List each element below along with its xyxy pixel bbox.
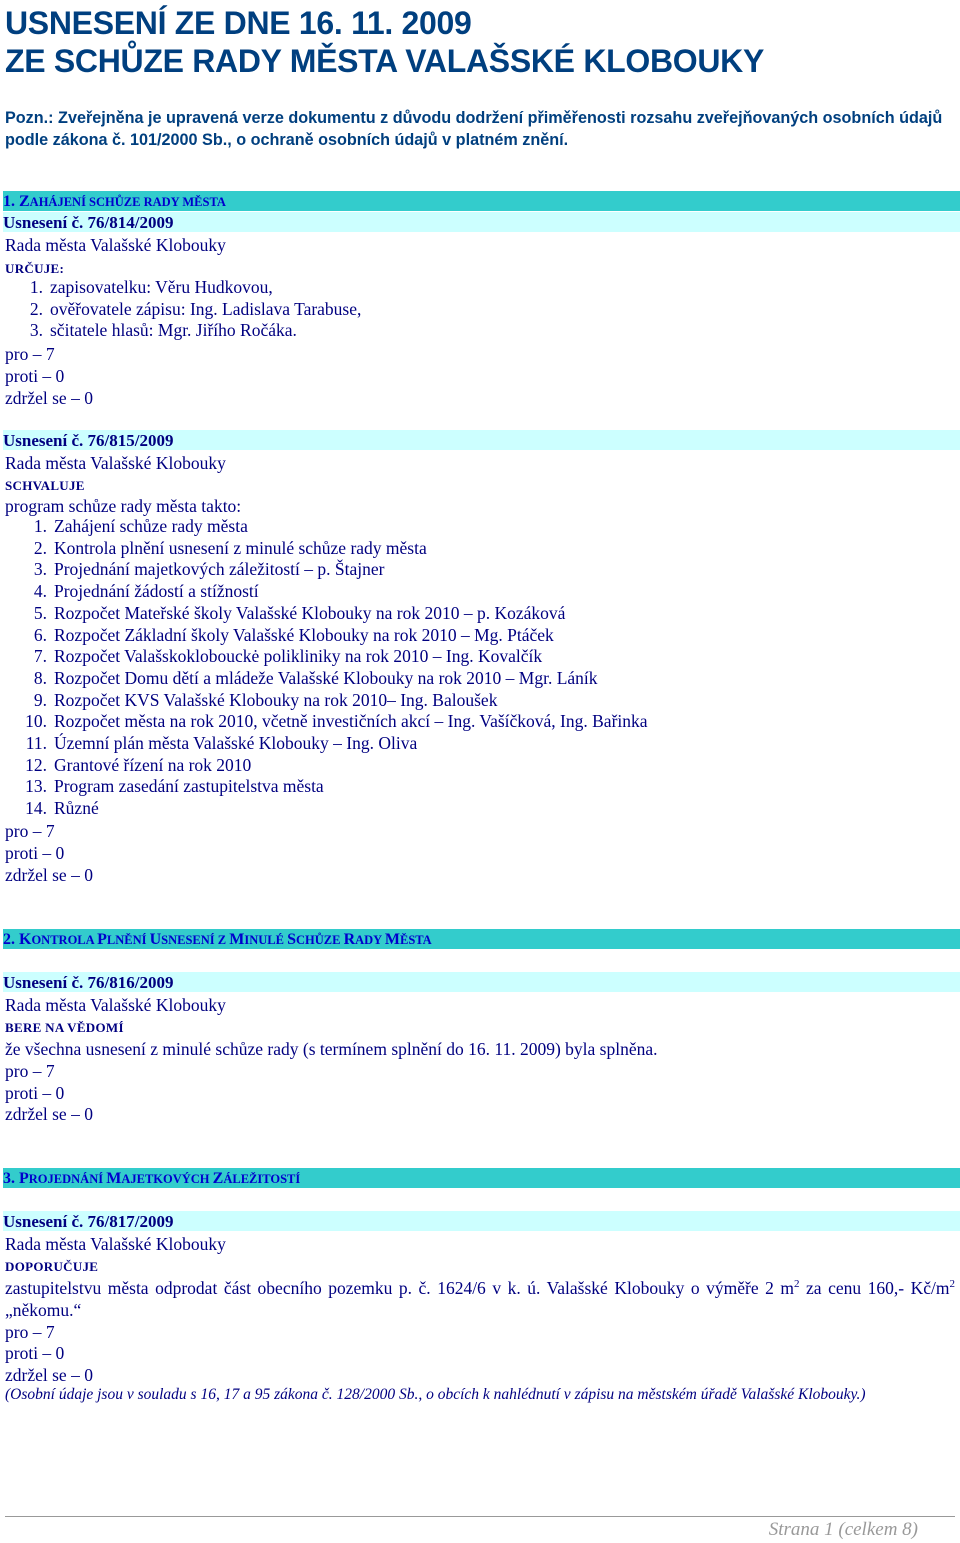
document-title: [5, 4, 764, 80]
list-item: 9. Rozpočet KVS Valašské Klobouky na rok 2010– Ing. Baloušek: [33, 689, 498, 710]
resolution-verb: BERE NA VĚDOMÍ: [5, 1020, 124, 1035]
vote-for: pro – 7: [5, 344, 55, 364]
list-item: 14. Různé: [25, 798, 99, 819]
vote-abstain: zdržel se – 0: [5, 865, 93, 885]
resolution-text: že všechna usnesení z minulé schůze rady (s termínem splnění do 16. 11. 2009) byla splněna.: [5, 1039, 658, 1059]
vote-for: pro – 7: [5, 1322, 55, 1342]
list-item: 13. Program zasedání zastupitelstva města: [25, 776, 324, 797]
resolution-verb: DOPORUČUJE: [5, 1259, 99, 1274]
list-item: 5. Rozpočet Mateřské školy Valašské Klobouky na rok 2010 – p. Kozáková: [33, 602, 566, 623]
council-name: Rada města Valašské Klobouky: [5, 235, 226, 255]
vote-against: proti – 0: [5, 1083, 65, 1103]
list-item: 2. ověřovatele zápisu: Ing. Ladislava Tarabuse,: [29, 298, 362, 319]
list-item: 2. Kontrola plnění usnesení z minulé schůze rady města: [33, 537, 427, 558]
list-item: 3. sčitatele hlasů: Mgr. Jiřího Ročáka.: [29, 320, 297, 341]
title-line-2: ZE SCHŮZE RADY MĚSTA VALAŠSKÉ KLOBOUKY: [5, 43, 765, 79]
privacy-disclaimer: (Osobní údaje jsou v souladu s 16, 17 a 95 zákona č. 128/2000 Sb., o obcích k nahlédnutí v zápisu na městském úřadě Valašské Klobouky.): [5, 1386, 866, 1403]
section-3-header: 3. PROJEDNÁNÍ MAJETKOVÝCH ZÁLEŽITOSTÍ: [3, 1168, 960, 1188]
section-2-header: 2. KONTROLA PLNĚNÍ USNESENÍ Z MINULÉ SCHŮZE RADY MĚSTA: [3, 929, 960, 949]
vote-abstain: zdržel se – 0: [5, 1104, 93, 1124]
list-item: 12. Grantové řízení na rok 2010: [25, 754, 252, 775]
agenda-list: [5, 516, 648, 820]
program-intro: program schůze rady města takto:: [5, 496, 242, 516]
list-item: 1. zapisovatelku: Věru Hudkovou,: [29, 277, 273, 297]
resolution-verb: SCHVALUJE: [5, 478, 85, 493]
vote-abstain: zdržel se – 0: [5, 388, 93, 408]
resolution-id: Usnesení č. 76/814/2009: [3, 212, 960, 232]
list-item: 3. Projednání majetkových záležitostí – p. Štajner: [33, 559, 385, 580]
list-item: 1. Zahájení schůze rady města: [33, 516, 248, 536]
vote-against: proti – 0: [5, 843, 65, 863]
resolution-id: Usnesení č. 76/815/2009: [3, 430, 960, 450]
list-item: 4. Projednání žádostí a stížností: [33, 581, 259, 602]
list-item: 7. Rozpočet Valašskoklobouckė polikliniky na rok 2010 – Ing. Kovalčík: [33, 646, 543, 667]
resolution-text: zastupitelstvu města odprodat část obecního pozemku p. č. 1624/6 v k. ú. Valašské Klobouky o výměře 2 $m^2$ za cenu 160,- $Kč/m^2$ „někomu.“: [5, 1278, 955, 1320]
council-name: Rada města Valašské Klobouky: [5, 453, 226, 473]
vote-against: proti – 0: [5, 366, 65, 386]
vote-for: pro – 7: [5, 1061, 55, 1081]
resolution-id: Usnesení č. 76/817/2009: [3, 1211, 960, 1231]
privacy-note: Pozn.: Zveřejněna je upravená verze dokumentu z důvodu dodržení přiměřenosti rozsahu zveřejňovaných osobních údajů podle zákona č. 101/2000 Sb., o ochraně osobních údajů v platném znění.: [5, 109, 943, 149]
footer-divider: [5, 1516, 955, 1517]
appointment-list: [5, 277, 361, 342]
list-item: 11. Územní plán města Valašské Klobouky – Ing. Oliva: [25, 733, 418, 754]
list-item: 8. Rozpočet Domu dětí a mládeže Valašské Klobouky na rok 2010 – Mgr. Láník: [33, 667, 598, 688]
list-item: 6. Rozpočet Základní školy Valašské Klobouky na rok 2010 – Mg. Ptáček: [33, 624, 554, 645]
vote-abstain: zdržel se – 0: [5, 1365, 93, 1385]
vote-for: pro – 7: [5, 821, 55, 841]
council-name: Rada města Valašské Klobouky: [5, 995, 226, 1015]
vote-against: proti – 0: [5, 1343, 65, 1363]
council-name: Rada města Valašské Klobouky: [5, 1234, 226, 1254]
list-item: 10. Rozpočet města na rok 2010, včetně investičních akcí – Ing. Vašíčková, Ing. Bařinka: [25, 711, 648, 732]
title-line-1: USNESENÍ ZE DNE 16. 11. 2009: [5, 5, 472, 41]
page-number: Strana 1 (celkem 8): [768, 1519, 918, 1540]
resolution-verb: URČUJE:: [5, 261, 65, 276]
resolution-id: Usnesení č. 76/816/2009: [3, 972, 960, 992]
section-1-header: 1. ZAHÁJENÍ SCHŮZE RADY MĚSTA: [3, 191, 960, 211]
